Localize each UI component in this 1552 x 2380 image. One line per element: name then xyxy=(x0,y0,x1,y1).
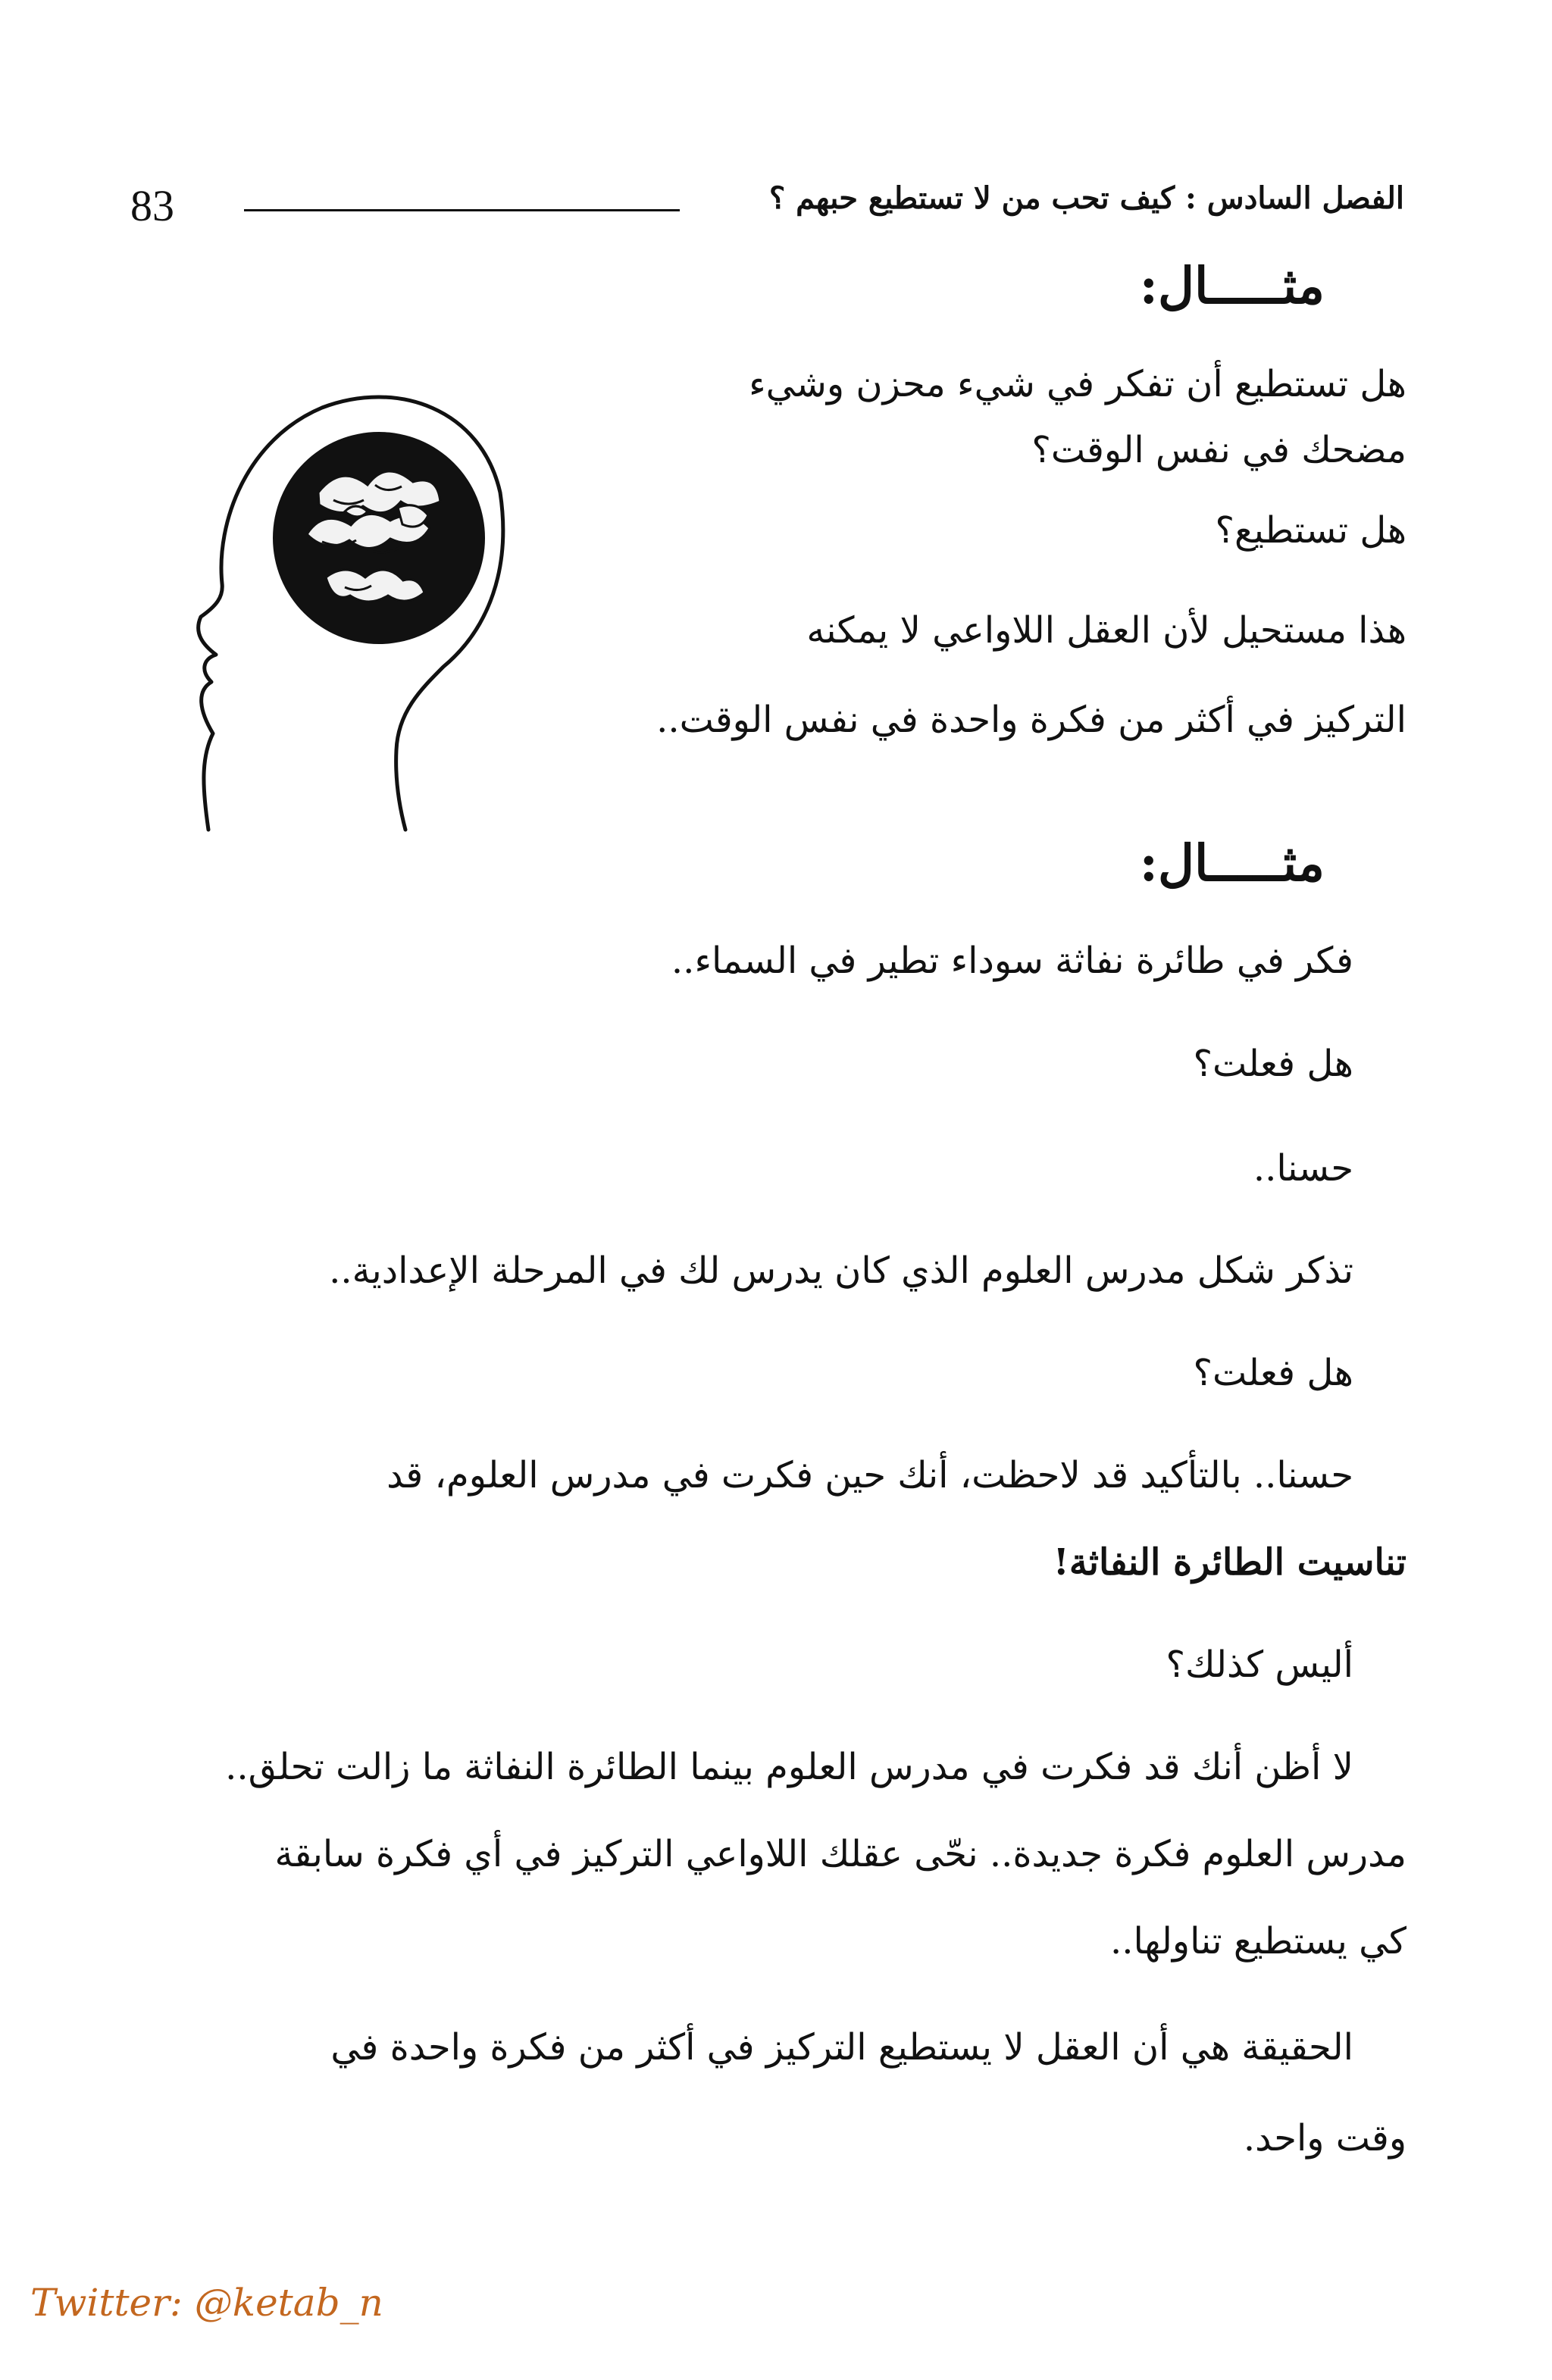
paragraph-line: هل تستطيع؟ xyxy=(1215,509,1406,552)
paragraph-line: تذكر شكل مدرس العلوم الذي كان يدرس لك في المرحلة الإعدادية.. xyxy=(329,1249,1353,1292)
paragraph-line: هل فعلت؟ xyxy=(1193,1352,1353,1394)
paragraph-line: أليس كذلك؟ xyxy=(1166,1643,1353,1686)
watermark: Twitter: @ketab_n xyxy=(30,2281,383,2325)
paragraph-line: مدرس العلوم فكرة جديدة.. نحّى عقلك اللاواعي التركيز في أي فكرة سابقة xyxy=(274,1833,1406,1875)
running-head: الفصل السادس : كيف تحب من لا تستطيع حبهم ؟ xyxy=(768,180,1404,216)
paragraph-line: التركيز في أكثر من فكرة واحدة في نفس الوقت.. xyxy=(656,699,1406,741)
example-heading: مثـــــال: xyxy=(1139,833,1325,893)
paragraph-line: تناسيت الطائرة النفاثة! xyxy=(1053,1541,1406,1584)
paragraph-line: حسنا.. بالتأكيد قد لاحظت، أنك حين فكرت في مدرس العلوم، قد xyxy=(386,1454,1353,1496)
paragraph-line: الحقيقة هي أن العقل لا يستطيع التركيز في أكثر من فكرة واحدة في xyxy=(330,2026,1353,2069)
paragraph-line: هذا مستحيل لأن العقل اللاواعي لا يمكنه xyxy=(806,609,1406,652)
paragraph-line: وقت واحد. xyxy=(1243,2117,1406,2160)
page-number: 83 xyxy=(130,181,174,230)
paragraph-line: حسنا.. xyxy=(1253,1147,1353,1190)
paragraph-line: هل تستطيع أن تفكر في شيء محزن وشيء xyxy=(749,363,1406,405)
paragraph-line: لا أظن أنك قد فكرت في مدرس العلوم بينما الطائرة النفاثة ما زالت تحلق.. xyxy=(225,1746,1353,1788)
paragraph-line: هل فعلت؟ xyxy=(1193,1043,1353,1085)
header-rule xyxy=(244,209,680,211)
paragraph-line: كي يستطيع تناولها.. xyxy=(1110,1920,1406,1962)
head-with-brain-icon xyxy=(193,379,512,833)
paragraph-line: مضحك في نفس الوقت؟ xyxy=(1031,429,1406,471)
example-heading: مثـــــال: xyxy=(1139,256,1325,315)
paragraph-line: فكر في طائرة نفاثة سوداء تطير في السماء.. xyxy=(671,940,1353,982)
